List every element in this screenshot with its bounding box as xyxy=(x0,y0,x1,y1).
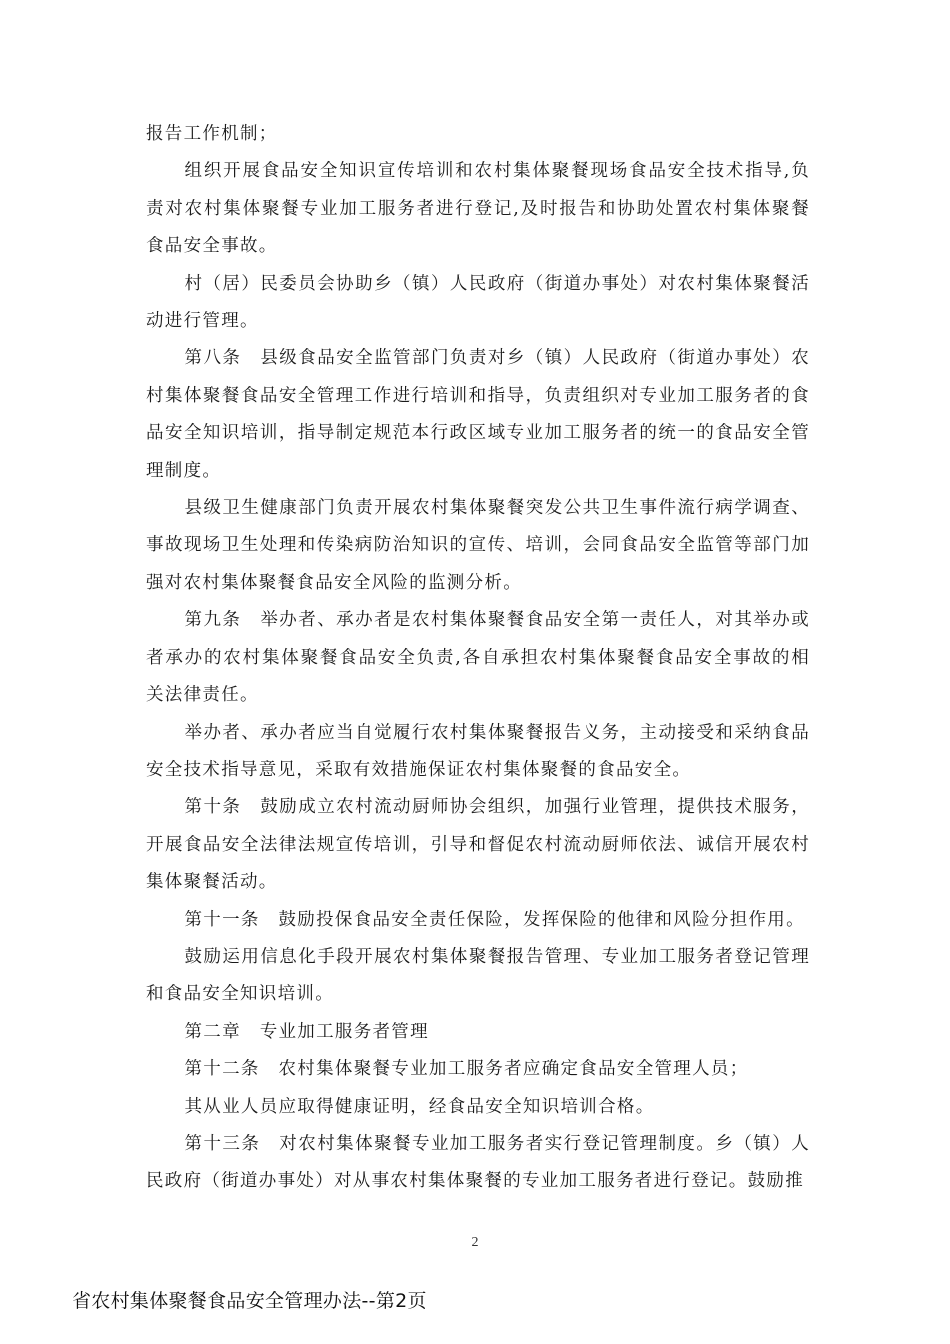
article-11-paragraph: 第十一条 鼓励投保食品安全责任保险，发挥保险的他律和风险分担作用。 xyxy=(184,909,805,930)
article-10-paragraph: 第十条 鼓励成立农村流动厨师协会组织，加强行业管理，提供技术服务，开展食品安全法律法规宣传培训，引导和督促农村流动厨师依法、诚信开展农村集体聚餐活动。 xyxy=(146,797,810,893)
article-13-paragraph: 第十三条 对农村集体聚餐专业加工服务者实行登记管理制度。乡（镇）人民政府（街道办事处）对从事农村集体聚餐的专业加工服务者进行登记。鼓励推 xyxy=(146,1133,810,1192)
paragraph: 其从业人员应取得健康证明，经食品安全知识培训合格。 xyxy=(184,1096,655,1117)
paragraph: 报告工作机制； xyxy=(146,124,278,144)
document-body xyxy=(146,116,810,1201)
footer-title: 省农村集体聚餐食品安全管理办法--第2页 xyxy=(72,1290,427,1312)
paragraph: 村（居）民委员会协助乡（镇）人民政府（街道办事处）对农村集体聚餐活动进行管理。 xyxy=(146,273,810,332)
article-8-paragraph: 第八条 县级食品安全监管部门负责对乡（镇）人民政府（街道办事处）农村集体聚餐食品安全管理工作进行培训和指导，负责组织对专业加工服务者的食品安全知识培训，指导制定规范本行政区域专业加工服务者的统一的食品安全管理制度。 xyxy=(146,348,810,481)
paragraph: 组织开展食品安全知识宣传培训和农村集体聚餐现场食品安全技术指导,负责对农村集体聚餐专业加工服务者进行登记,及时报告和协助处置农村集体聚餐食品安全事故。 xyxy=(146,161,810,257)
article-12-paragraph: 第十二条 农村集体聚餐专业加工服务者应确定食品安全管理人员； xyxy=(184,1059,749,1080)
article-9-paragraph: 第九条 举办者、承办者是农村集体聚餐食品安全第一责任人，对其举办或者承办的农村集体聚餐食品安全负责,各自承担农村集体聚餐食品安全事故的相关法律责任。 xyxy=(146,610,810,706)
chapter-heading: 第二章 专业加工服务者管理 xyxy=(184,1021,429,1042)
paragraph: 举办者、承办者应当自觉履行农村集体聚餐报告义务，主动接受和采纳食品安全技术指导意见，采取有效措施保证农村集体聚餐的食品安全。 xyxy=(146,722,810,780)
page-number: 2 xyxy=(471,1235,479,1250)
paragraph: 鼓励运用信息化手段开展农村集体聚餐报告管理、专业加工服务者登记管理和食品安全知识培训。 xyxy=(146,946,810,1005)
paragraph: 县级卫生健康部门负责开展农村集体聚餐突发公共卫生事件流行病学调查、事故现场卫生处理和传染病防治知识的宣传、培训，会同食品安全监管等部门加强对农村集体聚餐食品安全风险的监测分析。 xyxy=(146,498,810,593)
